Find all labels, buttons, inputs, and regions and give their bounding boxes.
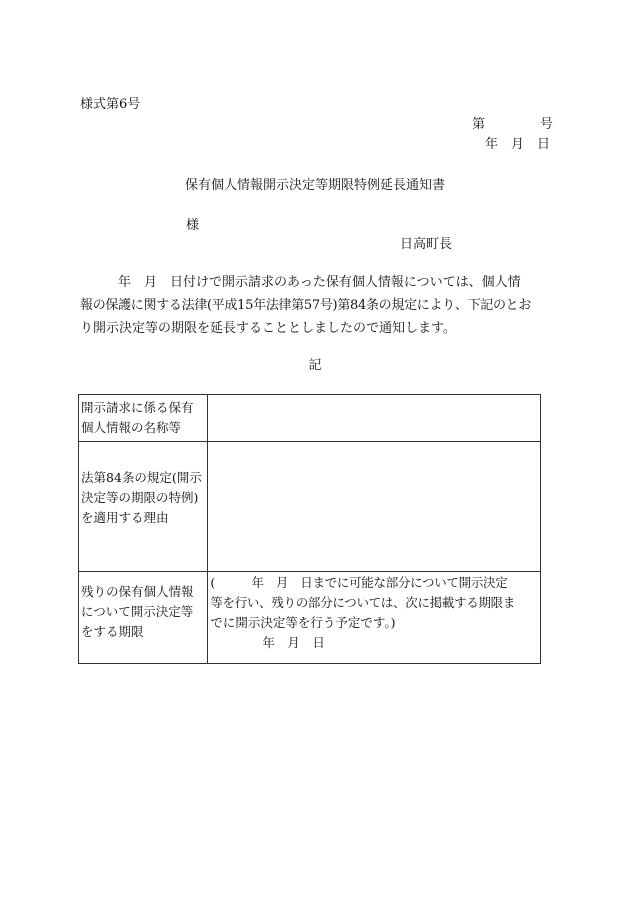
document-title: 保有個人情報開示決定等期限特例延長通知書	[184, 178, 445, 193]
table-row	[79, 395, 541, 442]
value-line: ( 年 月 日までに可能な部分について開示決定	[210, 575, 508, 590]
label-line: を適用する理由	[81, 510, 169, 525]
label-line: 法第84条の規定(開示	[81, 470, 202, 485]
row-value-empty[interactable]	[208, 442, 541, 572]
document-number-suffix: 号	[540, 117, 554, 132]
body-line: り開示決定等の期限を延長することとしましたので通知します。	[80, 321, 456, 336]
row-label	[79, 442, 208, 572]
body-line: 年 月 日付けで開示請求のあった保有個人情報については、個人情	[118, 275, 521, 290]
row-label	[79, 395, 208, 442]
issue-date: 年 月 日	[485, 137, 551, 152]
value-line: 等を行い、残りの部分については、次に掲載する期限ま	[210, 595, 516, 610]
label-line: 開示請求に係る保有	[81, 400, 194, 415]
label-line: をする期限	[81, 624, 144, 639]
body-paragraph	[80, 271, 550, 340]
row-value[interactable]	[208, 572, 541, 664]
value-line: 年 月 日	[262, 635, 325, 650]
label-line: 残りの保有個人情報	[81, 584, 194, 599]
form-number: 様式第6号	[80, 97, 141, 112]
addressee-suffix: 様	[186, 218, 200, 233]
ki-heading: 記	[308, 358, 322, 373]
document-number-prefix: 第	[472, 117, 486, 132]
row-label	[79, 572, 208, 664]
label-line: 個人情報の名称等	[81, 420, 182, 435]
table-row	[79, 442, 541, 572]
body-line: 報の保護に関する法律(平成15年法律第57号)第84条の規定により、下記のとお	[80, 298, 532, 313]
table-row	[79, 572, 541, 664]
info-table	[78, 394, 541, 664]
label-line: 決定等の期限の特例)	[81, 490, 199, 505]
sender-name: 日高町長	[400, 237, 453, 252]
row-value-empty[interactable]	[208, 395, 541, 442]
value-line: でに開示決定等を行う予定です。)	[210, 615, 396, 630]
label-line: について開示決定等	[81, 604, 194, 619]
